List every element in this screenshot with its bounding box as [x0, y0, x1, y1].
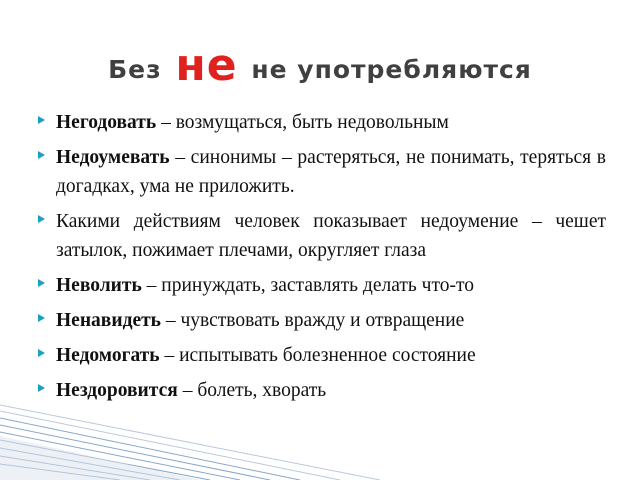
title-highlight: не [175, 40, 238, 91]
item-term: Нездоровится [56, 380, 178, 401]
item-term: Недоумевать [56, 147, 170, 168]
bullet-arrow-icon [38, 151, 45, 159]
item-text: – принуждать, заставлять делать что-то [141, 275, 474, 296]
list-item [36, 341, 606, 370]
list-item [36, 207, 606, 265]
item-term: Негодовать [56, 112, 157, 133]
list-item [36, 143, 606, 201]
title-prefix: Без [108, 55, 162, 84]
item-text: Какими действиям человек показывает недоумение – чешет затылок, пожимает плечами, округляет глаза [56, 211, 606, 261]
bullet-arrow-icon [38, 349, 45, 357]
bullet-arrow-icon [38, 384, 45, 392]
item-text: – испытывать болезненное состояние [159, 345, 476, 366]
bullet-list [36, 108, 606, 411]
bullet-arrow-icon [38, 314, 45, 322]
item-text: – возмущаться, быть недовольным [156, 112, 449, 133]
title-suffix: не употребляются [251, 55, 532, 84]
bullet-arrow-icon [38, 279, 45, 287]
item-text: – синонимы – растеряться, не понимать, теряться в догадках, ума не приложить. [56, 147, 606, 197]
bullet-arrow-icon [38, 215, 45, 223]
list-item [36, 376, 606, 405]
bullet-arrow-icon [38, 116, 45, 124]
item-term: Неволить [56, 275, 142, 296]
item-text: – чувствовать вражду и отвращение [160, 310, 465, 331]
item-term: Ненавидеть [56, 310, 161, 331]
item-text: – болеть, хворать [177, 380, 327, 401]
list-item [36, 271, 606, 300]
slide-title [0, 40, 640, 91]
list-item [36, 108, 606, 137]
item-term: Недомогать [56, 345, 160, 366]
list-item [36, 306, 606, 335]
